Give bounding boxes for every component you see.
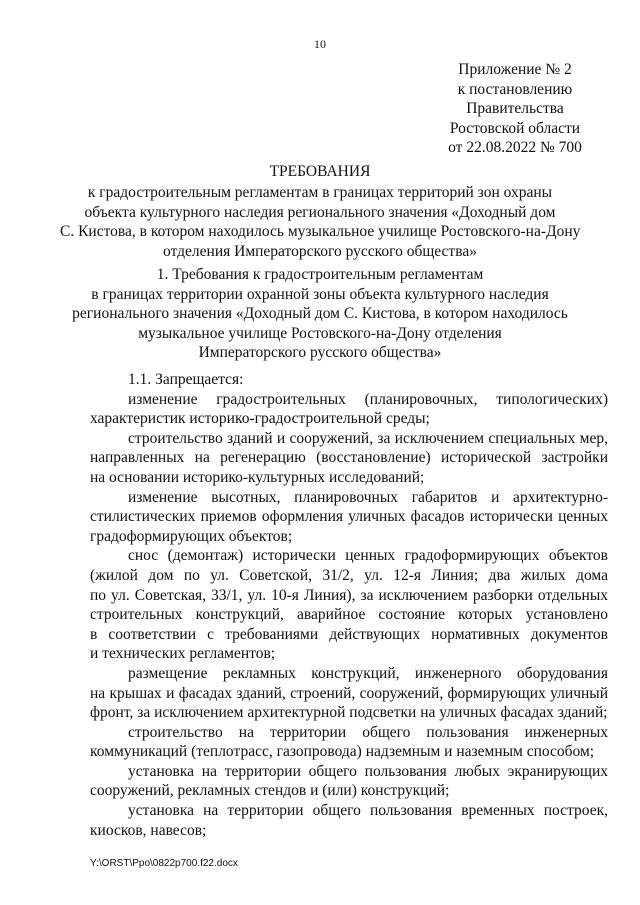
list-item-line: на основании историко-культурных исследований; [90, 468, 425, 486]
appendix-line: Приложение № 2 [458, 61, 572, 78]
list-item [90, 762, 608, 801]
list-item [90, 723, 608, 762]
section-heading-line: 1. Требования к градостроительным регламентам [156, 266, 484, 283]
document-body [90, 370, 608, 840]
list-item-line: фронт, за исключением архитектурной подсветки на уличных фасадах зданий; [90, 704, 608, 722]
list-item-line: изменение высотных, планировочных габаритов и архитектурно- [128, 488, 608, 506]
subtitle-line: объекта культурного наследия регионального значения «Доходный дом [84, 203, 556, 221]
list-item-line: киосков, навесов; [90, 821, 207, 839]
appendix-line: Ростовской области [449, 119, 581, 137]
list-item-line: стилистических приемов оформления уличных фасадов исторически ценных [90, 508, 608, 526]
list-item-line: установка на территории общего пользования любых экранирующих [128, 762, 608, 780]
list-item-line: по ул. Советская, 33/1, ул. 10-я Линия), за исключением разборки отдельных [90, 586, 608, 604]
page-number: 10 [314, 37, 326, 51]
list-item-line: изменение градостроительных (планировочных, типологических) [128, 390, 608, 408]
subtitle-line: к градостроительным регламентам в границах территорий зон охраны [87, 184, 553, 201]
section-heading-line: музыкальное училище Ростовского-на-Дону отделения [138, 324, 502, 342]
list-item-line: и технических регламентов; [90, 645, 276, 663]
list-item-line: (жилой дом по ул. Советской, 31/2, ул. 12-я Линия; два жилых дома [90, 566, 608, 584]
list-item-line: градоформирующих объектов; [90, 527, 293, 545]
document-title: ТРЕБОВАНИЯ [269, 163, 371, 180]
list-item [90, 801, 608, 840]
list-item-line: направленных на регенерацию (восстановление) исторической застройки [90, 449, 608, 467]
section-heading [60, 265, 580, 363]
list-item-line: в соответствии с требованиями действующих нормативных документов [90, 625, 608, 643]
list-item-line: снос (демонтаж) исторически ценных градоформирующих объектов [128, 547, 608, 565]
list-item-line: на крышах и фасадах зданий, строений, сооружений, формирующих уличный [90, 684, 608, 702]
list-item [90, 546, 608, 664]
section-heading-line: регионального значения «Доходный дом С. Кистова, в котором находилось [72, 305, 568, 323]
list-item-line: размещение рекламных конструкций, инженерного оборудования [128, 664, 608, 682]
list-item-line: сооружений, рекламных стендов и (или) конструкций; [90, 782, 450, 800]
file-path-footer: Y:\ORST\Ppo\0822p700.f22.docx [90, 858, 238, 869]
document-subtitle [60, 183, 580, 261]
clause-heading: 1.1. Запрещается: [128, 371, 244, 388]
section-heading-line: Императорского русского общества» [198, 344, 442, 362]
list-item [90, 429, 608, 488]
list-item-line: установка на территории общего пользования временных построек, [128, 802, 608, 820]
subtitle-line: отделения Императорского русского общества» [163, 242, 477, 260]
list-item-line: строительство на территории общего пользования инженерных [128, 723, 608, 741]
list-item [90, 664, 608, 723]
list-item-line: строительство зданий и сооружений, за исключением специальных мер, [128, 429, 608, 447]
appendix-heading [430, 60, 600, 158]
list-item [90, 390, 608, 429]
list-item [90, 488, 608, 547]
list-item-line: строительных конструкций, аварийное состояние которых установлено [90, 606, 608, 624]
list-item-line: коммуникаций (теплотрасс, газопровода) надземным и наземным способом; [90, 743, 595, 761]
appendix-line: от 22.08.2022 № 700 [448, 139, 582, 157]
list-item-line: характеристик историко-градостроительной среды; [90, 410, 430, 428]
subtitle-line: С. Кистова, в котором находилось музыкальное училище Ростовского-на-Дону [60, 223, 581, 241]
appendix-line: к постановлению [457, 80, 573, 98]
appendix-line: Правительства [466, 100, 564, 118]
section-heading-line: в границах территории охранной зоны объекта культурного наследия [91, 285, 549, 303]
